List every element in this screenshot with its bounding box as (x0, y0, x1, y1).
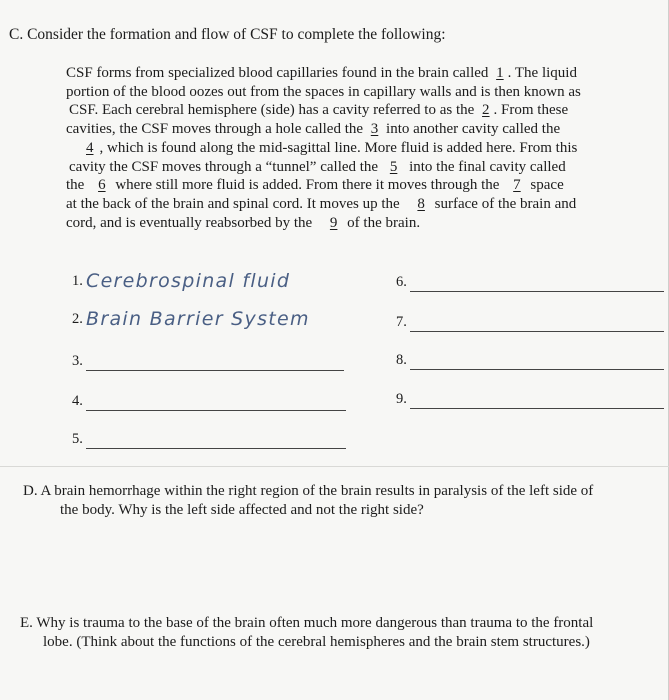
answer-3[interactable]: 3. (72, 352, 348, 372)
blank-5: 5 (389, 158, 398, 175)
answer-line (410, 331, 664, 332)
passage-line: 4 , which is found along the mid-sagittal line. More fluid is added here. From this (66, 139, 658, 158)
blank-9: 9 (329, 214, 338, 231)
answer-9[interactable]: 9. (396, 390, 664, 410)
section-c-heading: C. Consider the formation and flow of CSF to complete the following: (9, 26, 446, 43)
passage-line: portion of the blood oozes out from the spaces in capillary walls and is then known as (66, 83, 581, 100)
answer-line (410, 291, 664, 292)
csf-passage (66, 64, 658, 232)
blank-4: 4 (86, 139, 94, 156)
passage-line: cavities, the CSF moves through a hole called the 3 into another cavity called the (66, 121, 561, 138)
passage-line: CSF. Each cerebral hemisphere (side) has a cavity referred to as the 2 . From these (69, 102, 569, 119)
answer-line (86, 410, 346, 411)
answer-1[interactable]: 1. Cerebrospinal fluid (72, 270, 291, 292)
answer-line (410, 408, 664, 409)
answer-line (86, 448, 346, 449)
question-d: D. A brain hemorrhage within the right region of the brain results in paralysis of the left side of the body. Why is the left side affected and not the right side? (23, 483, 594, 518)
passage-line: the 6 where still more fluid is added. From there it moves through the 7 space (66, 177, 564, 194)
section-divider (0, 466, 669, 467)
blank-7: 7 (513, 177, 521, 194)
passage-line: cord, and is eventually reabsorbed by the 9 of the brain. (66, 214, 421, 231)
handwritten-answer: Brain Barrier System (86, 308, 310, 330)
answer-7[interactable]: 7. (396, 313, 664, 333)
passage-line: at the back of the brain and spinal cord. It moves up the 8 surface of the brain and (66, 195, 577, 212)
answer-6[interactable]: 6. (396, 273, 664, 293)
answer-line (86, 370, 344, 371)
answer-line (410, 369, 664, 370)
blank-2: 2 (482, 102, 490, 119)
passage-line: CSF forms from specialized blood capillaries found in the brain called 1 . The liquid (66, 65, 577, 81)
blank-6: 6 (98, 177, 106, 194)
answer-4[interactable]: 4. (72, 392, 348, 412)
answer-8[interactable]: 8. (396, 351, 664, 371)
question-e: E. Why is trauma to the base of the brain often much more dangerous than trauma to the frontal lobe. (Think about the functions of the cerebral hemispheres and the brain stem structures.) (20, 615, 594, 650)
handwritten-answer: Cerebrospinal fluid (86, 270, 291, 292)
answer-5[interactable]: 5. (72, 430, 348, 450)
passage-line: cavity the CSF moves through a “tunnel” called the 5 into the final cavity called (69, 158, 566, 175)
blank-8: 8 (417, 195, 425, 212)
answer-2[interactable]: 2. Brain Barrier System (72, 308, 310, 330)
blank-1: 1 (496, 65, 504, 81)
blank-3: 3 (370, 121, 379, 138)
